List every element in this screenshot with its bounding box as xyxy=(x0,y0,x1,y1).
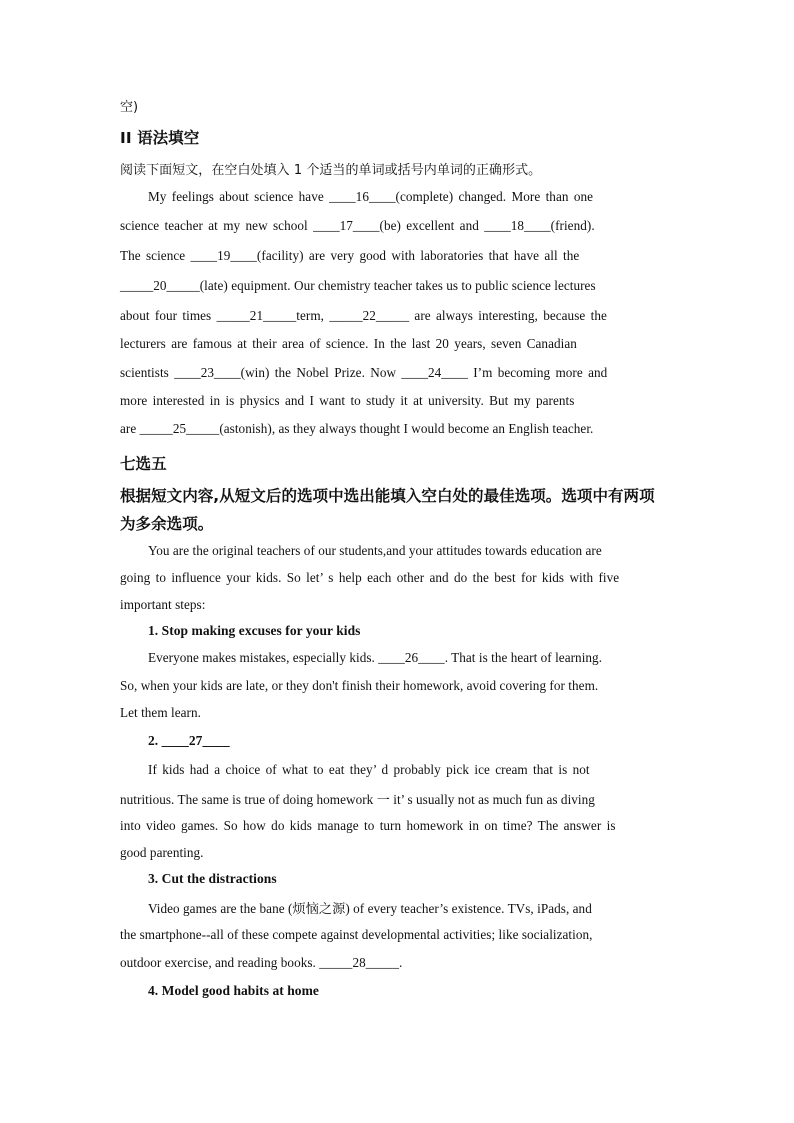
passage-line: Everyone makes mistakes, especially kids. ____26____. That is the heart of learning. xyxy=(148,650,603,665)
subheading: 1. Stop making excuses for your kids xyxy=(148,623,361,638)
passage-line: My feelings about science have ____16____(complete) changed. More than one xyxy=(148,189,594,204)
passage-line: the smartphone--all of these compete against developmental activities; like socialization, xyxy=(120,927,593,942)
instruction-line: 为多余选项。 xyxy=(120,515,214,533)
passage-line: scientists ____23____(win) the Nobel Prize. Now ____24____ I’m becoming more and xyxy=(120,365,608,380)
passage-line: about four times _____21_____term, _____22_____ are always interesting, because the xyxy=(120,308,607,323)
text-line: 空) xyxy=(120,100,139,115)
passage-line: more interested in is physics and I want to study it at university. But my parents xyxy=(120,393,575,408)
passage-line: going to influence your kids. So let’ s help each other and do the best for kids with five xyxy=(120,570,620,585)
passage-line: good parenting. xyxy=(120,845,204,860)
passage-line: science teacher at my new school ____17____(be) excellent and ____18____(friend). xyxy=(120,218,595,233)
passage-line: If kids had a choice of what to eat they’ d probably pick ice cream that is not xyxy=(148,762,590,777)
passage-line: important steps: xyxy=(120,597,206,612)
passage-line: Let them learn. xyxy=(120,705,201,720)
passage-line: lecturers are famous at their area of science. In the last 20 years, seven Canadian xyxy=(120,336,577,351)
passage-line: So, when your kids are late, or they don't finish their homework, avoid covering for them. xyxy=(120,678,599,693)
section-heading-seven-five: 七选五 xyxy=(120,455,167,473)
passage-line: The science ____19____(facility) are very good with laboratories that have all the xyxy=(120,248,580,263)
instruction-line: 阅读下面短文，在空白处填入 1 个适当的单词或括号内单词的正确形式。 xyxy=(120,163,542,178)
section-heading-grammar: II 语法填空 xyxy=(120,129,200,147)
passage-line: into video games. So how do kids manage to turn homework in on time? The answer is xyxy=(120,818,616,833)
instruction-line: 根据短文内容,从短文后的选项中选出能填入空白处的最佳选项。选项中有两项 xyxy=(120,487,655,505)
passage-line: are _____25_____(astonish), as they always thought I would become an English teacher. xyxy=(120,421,594,436)
subheading: 4. Model good habits at home xyxy=(148,983,319,998)
passage-line: nutritious. The same is true of doing homework 一 it’ s usually not as much fun as diving xyxy=(120,792,595,807)
subheading: 2. ____27____ xyxy=(148,733,230,748)
passage-line: _____20_____(late) equipment. Our chemistry teacher takes us to public science lectures xyxy=(120,278,596,293)
passage-line: You are the original teachers of our students,and your attitudes towards education are xyxy=(148,543,602,558)
passage-line: outdoor exercise, and reading books. _____28_____. xyxy=(120,955,403,970)
passage-line: Video games are the bane (烦恼之源) of every teacher’s existence. TVs, iPads, and xyxy=(148,901,592,916)
subheading: 3. Cut the distractions xyxy=(148,871,277,886)
